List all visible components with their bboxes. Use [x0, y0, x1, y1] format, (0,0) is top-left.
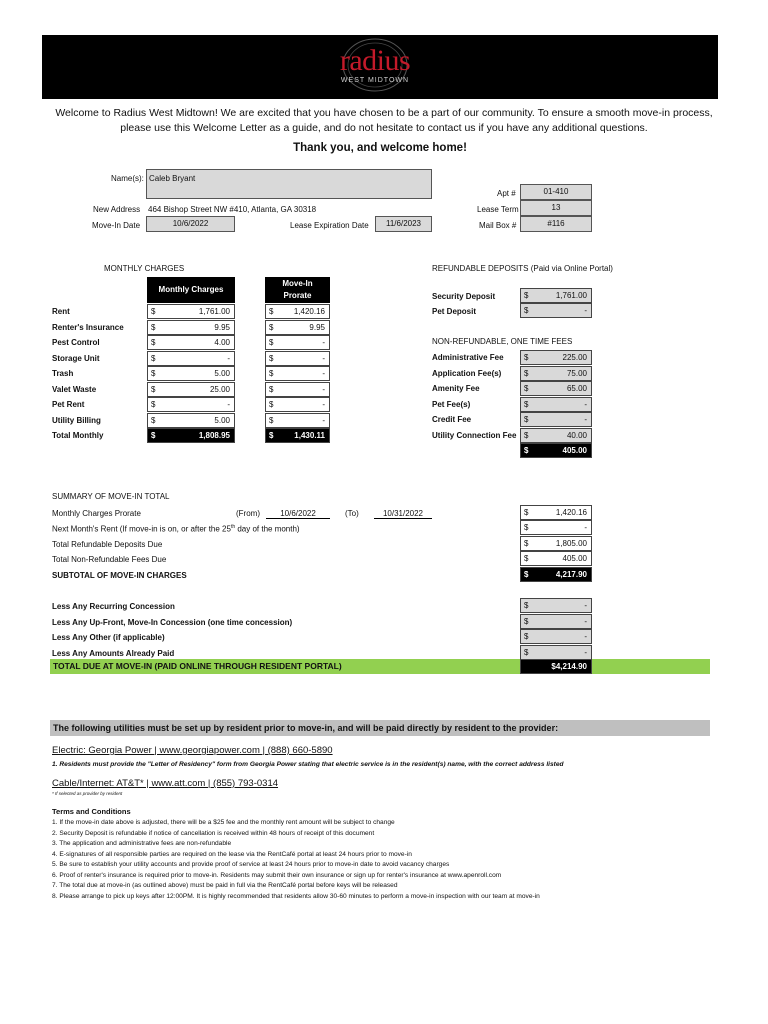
summary-title: SUMMARY OF MOVE-IN TOTAL [52, 492, 170, 501]
amount-value: - [322, 415, 325, 425]
summary-to-label: (To) [345, 509, 359, 518]
currency-sign: $ [524, 430, 529, 440]
summary-next-rent-label [52, 524, 300, 534]
amount-value: - [322, 384, 325, 394]
concession-cell [520, 614, 592, 629]
amount-value: 1,420.16 [293, 307, 325, 316]
summary-cell [520, 520, 592, 535]
amount-value: 1,761.00 [555, 291, 587, 300]
charge-label: Pest Control [52, 338, 100, 347]
fee-label: Utility Connection Fee [432, 430, 517, 440]
concession-label: Less Any Recurring Concession [52, 602, 175, 611]
name-label: Name(s): [111, 174, 144, 183]
lease-exp-label: Lease Expiration Date [290, 221, 369, 230]
amount-value: - [584, 415, 587, 424]
next-rent-sup: th [230, 524, 236, 530]
summary-refundable-label: Total Refundable Deposits Due [52, 540, 163, 549]
summary-cell [520, 536, 592, 551]
currency-sign: $ [151, 338, 156, 347]
monthly-charge-cell [147, 351, 235, 366]
amount-value: 9.95 [214, 322, 230, 332]
currency-sign: $ [524, 616, 529, 626]
welcome-intro: Welcome to Radius West Midtown! We are excited that you have chosen to be a part of our community. To ensure a smooth move-in process, please use this Welcome Letter as a guide, and do not hesitate to contact us if you have any additional questions. [55, 107, 713, 134]
amount-value: - [584, 399, 587, 409]
fee-cell [520, 412, 592, 427]
amount-value: - [584, 647, 587, 657]
currency-sign: $ [151, 369, 156, 378]
concession-label: Less Any Up-Front, Move-In Concession (one time concession) [52, 617, 293, 627]
lease-exp-value: 11/6/2023 [375, 216, 432, 232]
prorate-header [265, 277, 330, 303]
currency-sign: $ [524, 415, 529, 424]
amount-value: 9.95 [309, 322, 325, 332]
currency-sign: $ [524, 523, 529, 532]
currency-sign: $ [524, 539, 529, 548]
charge-label: Pet Rent [52, 400, 85, 409]
currency-sign: $ [151, 431, 156, 440]
currency-sign: $ [269, 322, 274, 332]
amount-value: - [227, 400, 230, 409]
fee-cell [520, 397, 592, 412]
amount-value: 75.00 [566, 368, 587, 378]
amount-value: - [584, 616, 587, 626]
amount-value: 4.00 [214, 338, 230, 347]
nonrefundable-title: NON-REFUNDABLE, ONE TIME FEES [432, 337, 573, 346]
amount-value: 4,217.90 [555, 570, 587, 579]
fee-total-cell [520, 443, 592, 458]
summary-prorate-label: Monthly Charges Prorate [52, 509, 141, 518]
electric-provider[interactable]: Electric: Georgia Power | www.georgiapower.com | (888) 660-5890 [52, 745, 333, 756]
currency-sign: $ [524, 570, 529, 579]
currency-sign: $ [269, 307, 274, 316]
amount-value: - [584, 306, 587, 315]
summary-cell [520, 551, 592, 566]
amount-value: 1,420.16 [555, 508, 587, 517]
term-label: Lease Term [477, 205, 519, 214]
deposit-label: Security Deposit [432, 292, 496, 301]
currency-sign: $ [151, 353, 156, 363]
amount-value: - [322, 338, 325, 347]
amount-value: - [584, 632, 587, 641]
currency-sign: $ [524, 446, 529, 455]
currency-sign: $ [151, 415, 156, 425]
currency-sign: $ [524, 554, 529, 563]
prorate-header-line2: Prorate [283, 291, 312, 300]
thanks-heading: Thank you, and welcome home! [293, 142, 467, 154]
utilities-banner-text: The following utilities must be set up by resident prior to move-in, and will be paid directly by resident to the provider: [53, 723, 559, 733]
prorate-charge-cell [265, 366, 330, 381]
concession-cell [520, 629, 592, 644]
amount-value: 1,805.00 [555, 539, 587, 548]
amount-value: 1,808.95 [198, 431, 230, 440]
summary-to-value: 10/31/2022 [374, 509, 432, 519]
total-monthly-label: Total Monthly [52, 431, 104, 440]
terms-item: 3. The application and administrative fees are non-refundable [52, 840, 232, 847]
terms-item: 2. Security Deposit is refundable if notice of cancellation is received within 48 hours of receipt of this document [52, 829, 375, 837]
logo-brand: radius [339, 44, 411, 77]
currency-sign: $ [524, 384, 529, 393]
fee-cell [520, 366, 592, 381]
currency-sign: $ [151, 384, 156, 394]
next-rent-text-a: Next Month's Rent (If move-in is on, or after the 25 [52, 524, 231, 534]
amount-value: 405.00 [562, 446, 587, 455]
cable-provider[interactable]: Cable/Internet: AT&T* | www.att.com | (855) 793-0314 [52, 778, 279, 789]
terms-item: 1. If the move-in date above is adjusted, there will be a $25 fee and the monthly rent amount will be subject to change [52, 819, 395, 826]
movein-value: 10/6/2022 [146, 216, 235, 232]
apt-label: Apt # [497, 189, 516, 198]
currency-sign: $ [151, 322, 156, 332]
fee-label: Amenity Fee [432, 384, 480, 393]
amount-value: 65.00 [566, 384, 587, 393]
charge-label: Renter's Insurance [52, 322, 124, 332]
fee-label: Application Fee(s) [432, 368, 502, 378]
terms-item: 5. Be sure to establish your utility accounts and provide proof of service at least 24 hours prior to move-in date to avoid vacancy charges [52, 861, 450, 868]
address-label: New Address [93, 205, 141, 214]
currency-sign: $ [524, 632, 529, 641]
currency-sign: $ [524, 601, 529, 610]
address-value: 464 Bishop Street NW #410, Atlanta, GA 30318 [148, 205, 317, 214]
logo-subtitle: WEST MIDTOWN [340, 77, 410, 84]
next-rent-text-b: day of the month) [235, 524, 300, 534]
mailbox-value: #116 [520, 216, 592, 232]
terms-item: 7. The total due at move-in (as outlined above) must be paid in full via the RentCafé portal before keys will be released [52, 882, 398, 889]
amount-value: - [227, 353, 230, 363]
monthly-charge-cell [147, 335, 235, 350]
amount-value: - [584, 601, 587, 610]
currency-sign: $ [524, 291, 529, 300]
total-prorate-cell [265, 428, 330, 443]
concession-cell [520, 598, 592, 613]
fee-cell [520, 428, 592, 443]
charge-label: Rent [52, 307, 70, 316]
currency-sign: $ [151, 307, 156, 316]
prorate-charge-cell [265, 320, 330, 335]
currency-sign: $ [524, 306, 529, 315]
terms-list [52, 818, 540, 902]
monthly-charge-cell [147, 397, 235, 412]
amount-value: - [322, 353, 325, 363]
terms-item: 8. Please arrange to pick up keys after 12:00PM. It is highly recommended that residents allow 30-60 minutes to perform a move-in inspection with our team at move-in [52, 892, 540, 900]
summary-cell [520, 505, 592, 520]
monthly-charges-title: MONTHLY CHARGES [104, 264, 185, 273]
monthly-charge-cell [147, 413, 235, 428]
amount-value: 225.00 [562, 353, 587, 362]
monthly-charges-header: Monthly Charges [147, 277, 235, 303]
concession-label: Less Any Other (if applicable) [52, 633, 165, 642]
summary-nonrefundable-label: Total Non-Refundable Fees Due [52, 555, 167, 564]
currency-sign: $ [269, 400, 274, 409]
total-due-value-cell [520, 659, 592, 674]
terms-title: Terms and Conditions [52, 807, 131, 816]
currency-sign: $ [524, 647, 529, 657]
currency-sign: $ [269, 384, 274, 394]
total-due-label: TOTAL DUE AT MOVE-IN (PAID ONLINE THROUGH RESIDENT PORTAL) [53, 661, 342, 671]
monthly-charge-cell [147, 366, 235, 381]
prorate-header-line1: Move-In [282, 279, 313, 288]
currency-sign: $ [524, 508, 529, 517]
name-value: Caleb Bryant [149, 174, 196, 183]
amount-value: 5.00 [214, 415, 230, 425]
mailbox-label: Mail Box # [479, 221, 517, 230]
refundable-title: REFUNDABLE DEPOSITS (Paid via Online Portal) [432, 264, 613, 273]
amount-value: - [322, 369, 325, 378]
summary-cell [520, 567, 592, 582]
amount-value: - [322, 400, 325, 409]
summary-from-label: (From) [236, 509, 260, 518]
monthly-charge-cell [147, 382, 235, 397]
prorate-charge-cell [265, 351, 330, 366]
name-field [146, 169, 432, 199]
currency-sign: $ [269, 338, 274, 347]
deposit-cell [520, 303, 592, 318]
terms-item: 6. Proof of renter's insurance is required prior to move-in. Residents may submit their own insurance or sign up for renter's insurance at www.apenroll.com [52, 871, 502, 879]
concession-label: Less Any Amounts Already Paid [52, 648, 175, 658]
currency-sign: $ [151, 400, 156, 409]
charge-label: Valet Waste [52, 384, 97, 394]
deposit-cell [520, 288, 592, 303]
fee-label: Administrative Fee [432, 353, 504, 362]
currency-sign: $ [524, 399, 529, 409]
deposit-label: Pet Deposit [432, 307, 477, 316]
movein-label: Move-In Date [92, 221, 141, 230]
amount-value: 25.00 [209, 384, 230, 394]
currency-sign: $ [269, 415, 274, 425]
prorate-charge-cell [265, 335, 330, 350]
cable-note: * If selected as provider by resident [52, 791, 123, 796]
summary-subtotal-label: SUBTOTAL OF MOVE-IN CHARGES [52, 571, 187, 580]
amount-value: 405.00 [562, 554, 587, 563]
currency-sign: $ [269, 353, 274, 363]
amount-value: - [584, 523, 587, 532]
currency-sign: $ [524, 368, 529, 378]
summary-from-value: 10/6/2022 [266, 509, 330, 519]
apt-value: 01-410 [520, 184, 592, 200]
electric-note: 1. Residents must provide the "Letter of Residency" form from Georgia Power stating that electric service is in the resident(s) name, with the correct address listed [52, 761, 564, 768]
currency-sign: $ [269, 369, 274, 378]
total-monthly-cell [147, 428, 235, 443]
concession-cell [520, 645, 592, 660]
radius-logo [320, 36, 430, 98]
term-value: 13 [520, 200, 592, 216]
prorate-charge-cell [265, 382, 330, 397]
currency-sign: $ [269, 431, 274, 440]
amount-value: 1,430.11 [294, 431, 325, 440]
charge-label: Trash [52, 369, 74, 378]
monthly-charge-cell [147, 320, 235, 335]
total-due-value: $4,214.90 [551, 662, 587, 671]
fee-label: Pet Fee(s) [432, 399, 471, 409]
charge-label: Storage Unit [52, 353, 100, 363]
amount-value: 40.00 [566, 430, 587, 440]
fee-cell [520, 381, 592, 396]
prorate-charge-cell [265, 304, 330, 319]
monthly-charge-cell [147, 304, 235, 319]
terms-item: 4. E-signatures of all responsible parties are required on the lease via the RentCafé portal at least 24 hours prior to move-in [52, 850, 412, 858]
amount-value: 5.00 [214, 369, 230, 378]
fee-label: Credit Fee [432, 415, 472, 424]
charge-label: Utility Billing [52, 415, 101, 425]
fee-cell [520, 350, 592, 365]
prorate-charge-cell [265, 397, 330, 412]
amount-value: 1,761.00 [198, 307, 230, 316]
currency-sign: $ [524, 353, 529, 362]
prorate-charge-cell [265, 413, 330, 428]
